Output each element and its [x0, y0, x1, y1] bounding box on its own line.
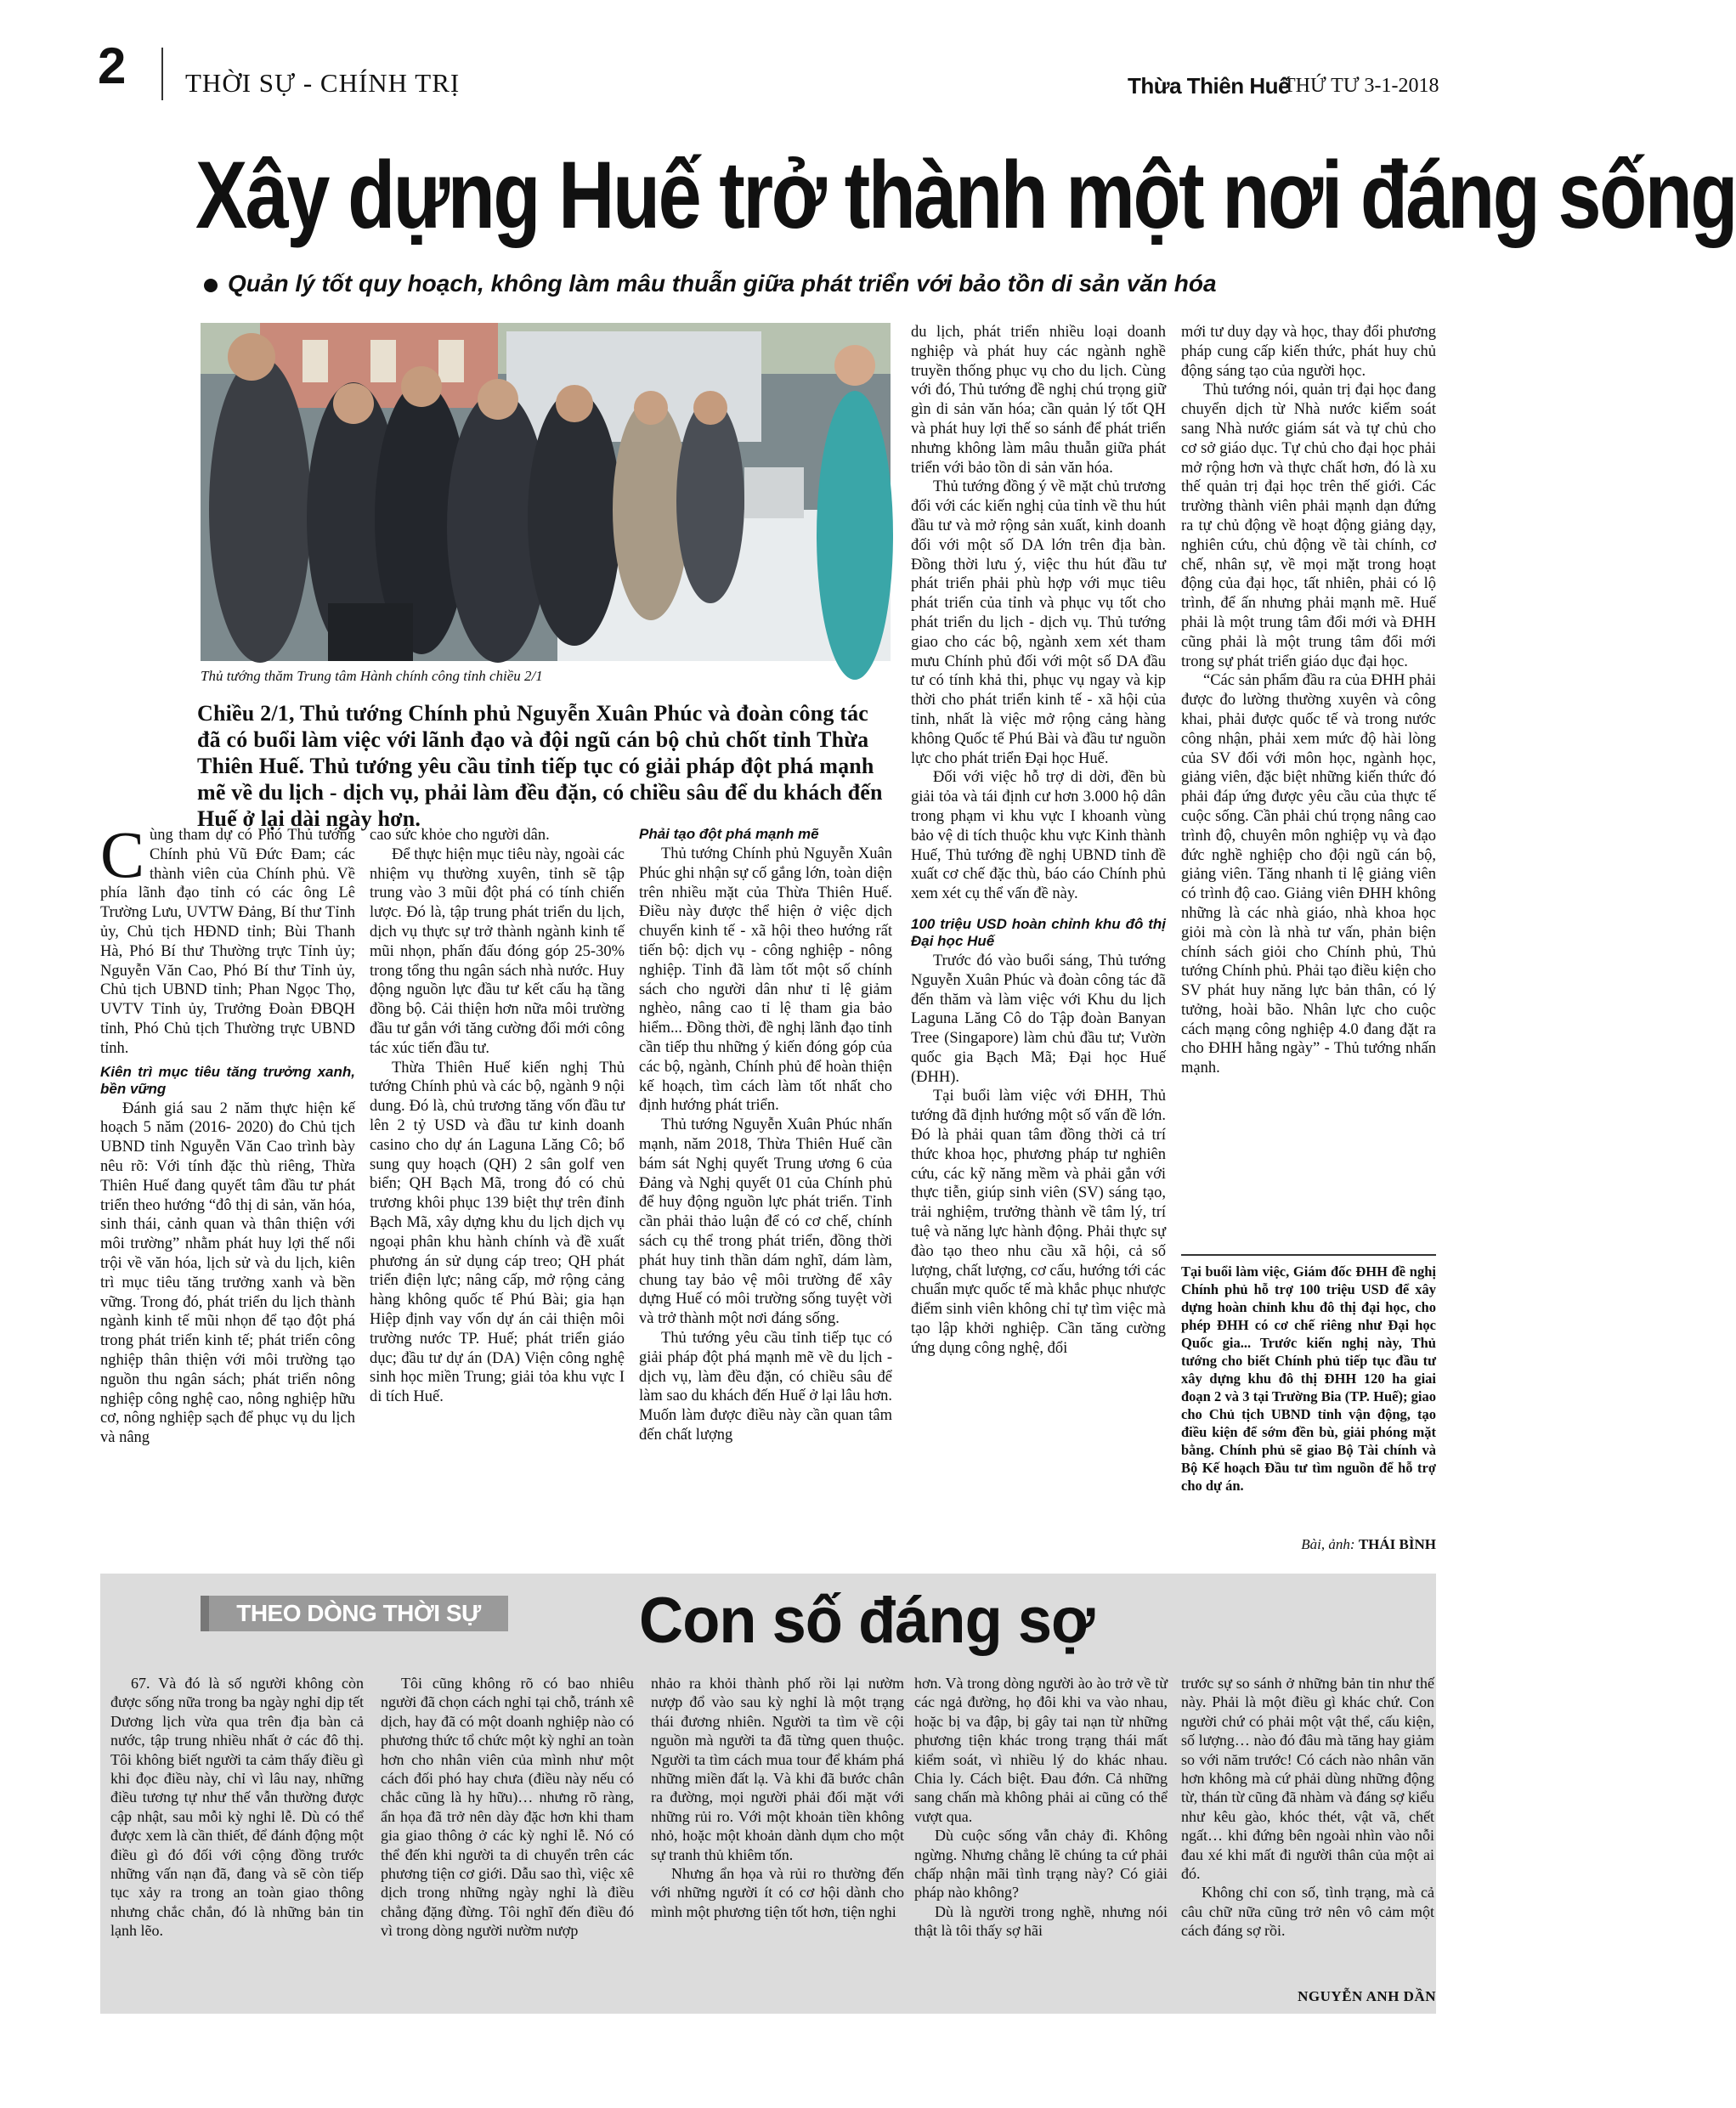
paragraph: du lịch, phát triển nhiều loại doanh nghiệp và phát huy các ngành nghề truyền thống phục vụ cho du lịch. Cùng với đó, Thủ tướng đề nghị chú trọng giữ gìn di sản văn hóa; cần quản lý tốt QH và phát huy lợi thế so sánh để phát triển nhưng không làm mâu thuẫn giữa phát triển với bảo tồn di sản văn hóa.: [911, 324, 1166, 477]
newspaper-name: Thừa Thiên Huế: [1128, 73, 1290, 99]
paragraph: Thủ tướng nói, quản trị đại học đang chuyển dịch từ Nhà nước kiểm soát sang Nhà nước giám sát và tự chủ cho cơ sở giáo dục. Tự chủ cho đại học phải mở rộng hơn và thực chất hơn, đó là xu thế quản trị đại học trên thế giới. Các trường thành viên phải mạnh dạn đứng ra tự chủ động về hoạt động giảng dạy, nghiên cứu, chủ động về tài chính, cơ chế, nhân sự, về mọi mặt trong hoạt động của đại học, tất nhiên, phải có lộ trình, để ấn nhưng phải mạnh mẽ. Huế phải là một trung tâm đổi mới và ĐHH cũng phải là một trung tâm đổi mới trong sự phát triển giáo dục đại học.: [1181, 381, 1436, 670]
subheading: 100 triệu USD hoàn chỉnh khu đô thị Đại học Huế: [911, 915, 1166, 949]
paragraph: trước sự so sánh ở những bản tin như thế này. Phải là một điều gì khác chứ. Con người chứ có phải một vật thể, cấu kiện, số lượng… nào đó đâu mà tăng hay giảm so với năm trước! Có cách nào nhân văn hơn không mà cứ phải dùng những động từ, thán từ cũng đã nhàm và đáng sợ kiểu như kêu gào, khóc thét, vật vã, chết ngất… khi đứng bên ngoài nhìn vào nỗi đau xé khi mất đi người thân của một ai đó.: [1181, 1675, 1434, 1883]
paragraph: 67. Và đó là số người không còn được sống nữa trong ba ngày nghỉ dịp tết Dương lịch vừa qua trên địa bàn cả nước, tập trung nhiều nhất ở các đô thị. Tôi không biết người ta cảm thấy điều gì khi đọc điều này, chỉ vì lâu nay, những điều tương tự như thế vẫn thường được cập nhật, sau mỗi kỳ nghỉ lễ. Dù có thể được xem là cần thiết, để đánh động một điều gì đó đối với cộng đồng trước những vấn nạn đã, đang và sẽ còn tiếp tục xảy ra trong an toàn giao thông nhưng chắc chắn, đó là những bản tin lạnh lẽo.: [110, 1675, 364, 1940]
paragraph: Tại buổi làm việc với ĐHH, Thủ tướng đã định hướng một số vấn đề lớn. Đó là phải quan tâm đồng thời cả trí thức khoa học, phương pháp tư nghiên cứu, các kỹ năng mềm và phải gắn với thực tiễn, giúp sinh viên (SV) sáng tạo, trải nghiệm, trưởng thành về tâm lý, trí tuệ và năng lực hành động. Phải thực sự đào tạo theo nhu cầu xã hội, cả số lượng, chất lượng, cơ cấu, hướng tới các chuẩn mực quốc tế mà khắc phục nhược điểm sinh viên không chỉ tự tìm việc mà tạo lập khởi nghiệp. Cần tăng cường ứng dụng công nghệ, đổi: [911, 1088, 1166, 1357]
article-column-5: [1181, 323, 1436, 1078]
commentary-column-5: [1181, 1674, 1434, 1941]
page-number: 2: [98, 37, 127, 94]
section-title: THỜI SỰ - CHÍNH TRỊ: [185, 68, 461, 98]
commentary-column-3: [651, 1674, 904, 1921]
subheading: Phải tạo đột phá mạnh mẽ: [639, 826, 819, 842]
article-column-1: [100, 817, 355, 1448]
bullet-dot-icon: [204, 279, 218, 292]
article-column-4: [911, 323, 1166, 1359]
paragraph: Đối với việc hỗ trợ di dời, đền bù giải tỏa và tái định cư hơn 3.000 hộ dân trong phạm vi khu vực I khoanh vùng bảo vệ di tích thuộc khu vực Kinh thành Huế, Thủ tướng đề nghị UBND tỉnh đề xuất cơ chế đặc thù, báo cáo Chính phủ xem xét cụ thể vấn đề này.: [911, 769, 1166, 903]
paragraph: “Các sản phẩm đầu ra của ĐHH phải được đo lường thường xuyên và công khai, phải được quốc tế và trong nước công nhận, phải xem mức độ hài lòng của SV đối với môn học, ngành học, giảng viên, đặc biệt những kiến thức đó phải đáp ứng được yêu cầu của thực tế cuộc sống. Cần phải chú trọng nâng cao trình độ, chuyên môn nghiệp vụ và đạo đức nghề nghiệp cho đội ngũ cán bộ, giảng viên. Tăng nhanh tỉ lệ giảng viên có trình độ cao. Giảng viên ĐHH không những là các nhà giáo, nhà khoa học giỏi mà còn là nhà tư vấn, phản biện chính sách giỏi cho Chính phủ, Thủ tướng Chính phủ. Phải tạo điều kiện cho SV phát huy năng lực bản thân, có lý tưởng, hoài bão. Nhân lực cho cuộc cách mạng công nghiệp 4.0 đang đặt ra cho ĐHH hằng ngày” - Thủ tướng nhấn mạnh.: [1181, 672, 1436, 1077]
commentary-headline: Con số đáng sợ: [639, 1585, 1094, 1657]
paragraph: Thừa Thiên Huế kiến nghị Thủ tướng Chính phủ và các bộ, ngành 9 nội dung. Đó là, chủ trương tăng vốn đầu tư lên 2 tỷ USD và đầu tư kinh doanh casino cho dự án Laguna Lăng Cô; bổ sung quy hoạch (QH) 2 sân golf ven biển; QH Bạch Mã, trong đó có chủ trương khôi phục 139 biệt thự trên đỉnh Bạch Mã, xây dựng khu du lịch dịch vụ ngoại phân khu hành chính và đề xuất phương án sử dụng cáp treo; QH phát triển điện lực; nâng cấp, mở rộng cảng hàng không quốc tế Phú Bài; gia hạn Hiệp định vay vốn dự án cải thiện môi trường nước TP. Huế; phát triển giáo dục; đầu tư dự án (DA) Viện công nghệ sinh học miền Trung; giải tỏa khu vực I di tích Huế.: [370, 1059, 625, 1406]
paragraph: Thủ tướng Chính phủ Nguyễn Xuân Phúc ghi nhận sự cố gắng lớn, toàn diện trên nhiều mặt của Thừa Thiên Huế. Điều này được thể hiện ở việc dịch chuyển kinh tế - xã hội theo hướng rất tiến bộ: dịch vụ - công nghiệp - nông nghiệp. Tỉnh đã làm tốt một số chính sách cho người dân như tỉ lệ giảm nghèo, nâng cao tỉ lệ tham gia bảo hiểm... Đồng thời, đề nghị lãnh đạo tỉnh cần tiếp thu những ý kiến đóng góp của các bộ, ngành, Chính phủ để hoàn thiện kế hoạch, tìm cách làm tốt nhất cho định hướng phát triển.: [639, 845, 892, 1115]
paragraph: Thủ tướng Nguyễn Xuân Phúc nhấn mạnh, năm 2018, Thừa Thiên Huế cần bám sát Nghị quyết Trung ương 6 của Đảng và Nghị quyết 01 của Chính phủ để huy động nguồn lực phát triển. Tỉnh cần phải thảo luận để có cơ chế, chính sách cụ thể trong phát triển, đồng thời phát huy tinh thần dám nghĩ, dám làm, chung tay bảo vệ môi trường để xây dựng Huế có môi trường sống tuyệt vời và trở thành một nơi đáng sống.: [639, 1116, 892, 1328]
subheadline-text: Quản lý tốt quy hoạch, không làm mâu thuẫn giữa phát triển với bảo tồn di sản văn hóa: [228, 270, 1217, 297]
highlight-note: Tại buổi làm việc, Giám đốc ĐHH đề nghị Chính phủ hỗ trợ 100 triệu USD để xây dựng hoàn chỉnh khu đô thị đại học, cho phép ĐHH có cơ chế riêng như Đại học Quốc gia... Trước kiến nghị này, Thủ tướng cho biết Chính phủ tiếp tục đầu tư xây dựng khu đô thị ĐHH 120 ha giai đoạn 2 và 3 tại Trường Bia (TP. Huế); giao cho Chủ tịch UBND tỉnh vận động, tạo điều kiện để sớm đền bù, giải phóng mặt bằng. Chính phủ sẽ giao Bộ Tài chính và Bộ Kế hoạch Đầu tư tìm nguồn để hỗ trợ cho dự án.: [1181, 1254, 1436, 1495]
article-credit: [1181, 1536, 1436, 1553]
article-column-2: [370, 826, 625, 1407]
article-lead: Chiều 2/1, Thủ tướng Chính phủ Nguyễn Xuân Phúc và đoàn công tác đã có buổi làm việc với lãnh đạo và đội ngũ cán bộ chủ chốt tỉnh Thừa Thiên Huế. Thủ tướng yêu cầu tỉnh tiếp tục có giải pháp đột phá mạnh mẽ về du lịch - dịch vụ, phải làm đều đặn, có chiều sâu để du khách đến Huế ở lại dài ngày hơn.: [197, 701, 883, 831]
paragraph: Tôi cũng không rõ có bao nhiêu người đã chọn cách nghỉ tại chỗ, tránh xê dịch, hay đã có một doanh nghiệp nào có phương thức tổ chức một kỳ nghỉ an toàn hơn cho nhân viên của mình như một cách đối phó hay chưa (điều này nếu có chắc cũng là hy hữu)… nhưng rõ ràng, ẩn họa đã trở nên dày đặc hơn khi tham gia giao thông ở các kỳ nghỉ lễ. Nó có thể đến khi người ta di chuyển trên các phương tiện cơ giới. Dẫu sao thì, việc xê dịch trong những ngày nghỉ là điều chẳng đặng đừng. Tôi nghĩ đến điều đó vì trong dòng người nườm nượp: [381, 1675, 634, 1940]
article-photo: [201, 323, 891, 661]
article-column-3: [639, 826, 892, 1445]
paragraph: Dù cuộc sống vẫn chảy đi. Không ngừng. Nhưng chẳng lẽ chúng ta cứ phải chấp nhận mãi tình trạng này? Có giải pháp nào không?: [914, 1827, 1168, 1902]
paragraph: Dù là người trong nghề, nhưng nói thật là tôi thấy sợ hãi: [914, 1902, 1168, 1940]
paragraph: Để thực hiện mục tiêu này, ngoài các nhiệm vụ thường xuyên, tỉnh sẽ tập trung vào 3 mũi đột phá có tính chiến lược. Đó là, tập trung phát triển du lịch, dịch vụ thực sự trở thành ngành kinh tế mũi nhọn, phấn đấu đóng góp 25-30% trong tổng thu ngân sách nhà nước. Huy động nguồn lực đầu tư kết cấu hạ tầng đồng bộ. Cải thiện hơn nữa môi trường đầu tư gắn với tăng cường đổi mới công tác xúc tiến đầu tư.: [370, 845, 625, 1057]
paragraph: hơn. Và trong dòng người ào ào trở về từ các ngả đường, họ đôi khi va vào nhau, hoặc bị va đập, bị gây tai nạn từ những phương tiện khác trong trạng thái mất kiểm soát, vì nhiều lý do khác nhau. Chia ly. Cách biệt. Đau đớn. Cả những sang chấn mà không phải ai cũng có thể vượt qua.: [914, 1675, 1168, 1825]
paragraph: Thủ tướng đồng ý về mặt chủ trương đối với các kiến nghị của tỉnh về thu hút đầu tư và mở rộng sản xuất, kinh doanh đối với một số DA lớn trên địa bàn. Đồng thời lưu ý, việc thu hút đầu tư phát triển phải phù hợp với mục tiêu phát triển của tỉnh và phục vụ tốt cho phát triển du lịch - dịch vụ. Thủ tướng giao cho các bộ, ngành xem xét tham mưu Chính phủ đối với một số DA đầu tư có tính khả thi, phục vụ ngay và kịp thời cho phát triển kinh tế - xã hội của tỉnh, nhất là việc mở rộng cảng hàng không Quốc tế Phú Bài và đầu tư nguồn lực cho phát triển Đại học Huế.: [911, 478, 1166, 767]
article-headline: Xây dựng Huế trở thành một nơi đáng sống: [195, 142, 1736, 248]
paragraph-text: ùng tham dự có Phó Thủ tướng Chính phủ Vũ Đức Đam; các thành viên của Chính phủ. Về phía lãnh đạo tỉnh có các ông Lê Trường Lưu, UVTW Đảng, Bí thư Tỉnh ủy, Chủ tịch HĐND tỉnh; Bùi Thanh Hà, Phó Bí thư Thường trực Tỉnh ủy; Nguyễn Văn Cao, Phó Bí thư Tỉnh ủy, Chủ tịch UBND tỉnh; Phan Ngọc Thọ, UVTV Tỉnh ủy, Trưởng Đoàn ĐBQH tỉnh, Phó Chủ tịch Thường trực UBND tỉnh.: [100, 827, 355, 1057]
commentary-column-1: [110, 1674, 364, 1941]
paragraph: Thủ tướng yêu cầu tỉnh tiếp tục có giải pháp đột phá mạnh mẽ về du lịch - dịch vụ, làm đều đặn, có chiều sâu để làm sao du khách đến Huế ở lại lâu hơn. Muốn làm được điều này cần quan tâm đến chất lượng: [639, 1329, 893, 1444]
commentary-column-2: [381, 1674, 634, 1941]
drop-cap: C: [100, 817, 145, 891]
paragraph: Nhưng ẩn họa và rủi ro thường đến với những người ít có cơ hội dành cho mình một phương tiện tốt hơn, tiện nghi: [651, 1865, 904, 1920]
header-divider: [161, 48, 163, 100]
paragraph: Không chỉ con số, tình trạng, mà cả câu chữ nữa cũng trở nên vô cảm một cách đáng sợ rồi.: [1181, 1884, 1434, 1940]
paragraph: mới tư duy dạy và học, thay đổi phương pháp cung cấp kiến thức, phát huy chủ động sáng tạo của người học.: [1181, 324, 1436, 380]
paragraph: Trước đó vào buổi sáng, Thủ tướng Nguyễn Xuân Phúc và đoàn công tác đã đến thăm và làm việc với Khu du lịch Laguna Lăng Cô do Tập đoàn Banyan Tree (Singapore) làm chủ đầu tư; Vườn quốc gia Bạch Mã; Đại học Huế (ĐHH).: [911, 952, 1166, 1086]
article-subheadline: [204, 270, 1217, 297]
subheading: Kiên trì mục tiêu tăng trưởng xanh, bền vững: [100, 1063, 355, 1097]
commentary-author: NGUYỄN ANH DẦN: [1298, 1988, 1436, 2004]
commentary-column-4: [914, 1674, 1168, 1941]
photo-caption: Thủ tướng thăm Trung tâm Hành chính công tỉnh chiều 2/1: [201, 668, 543, 684]
paragraph: cao sức khỏe cho người dân.: [370, 827, 550, 844]
credit-label: Bài, ảnh:: [1301, 1536, 1355, 1552]
issue-date: THỨ TƯ 3-1-2018: [1283, 75, 1439, 97]
paragraph: nhảo ra khỏi thành phố rồi lại nườm nượp đổ vào sau kỳ nghỉ là một trạng thái đương nhiên. Người ta tìm về cội nguồn mà người ta đã từng quen thuộc. Người ta tìm cách mua tour để khám phá những miền đất lạ. Và khi đã bước chân ra đường, mọi người phải đối mặt với những rủi ro. Với một khoản tiền không nhỏ, hoặc một khoản dành dụm cho một sự tranh thủ khiêm tốn.: [651, 1675, 904, 1863]
credit-author: THÁI BÌNH: [1358, 1536, 1436, 1552]
paragraph: [100, 817, 355, 1059]
paragraph: Đánh giá sau 2 năm thực hiện kế hoạch 5 năm (2016- 2020) đo Chủ tịch UBND tỉnh Nguyễn Văn Cao trình bày nêu rõ: Với tính đặc thù riêng, Thừa Thiên Huế đang quyết tâm đầu tư phát triển theo hướng “đô thị di sản, văn hóa, sinh thái, cảnh quan và thân thiện với môi trường” nhằm phát huy lợi thế nổi trội về văn hóa, lịch sử và du lịch, kiên trì mục tiêu tăng trưởng xanh và bền vững. Trong đó, phát triển du lịch thành ngành kinh tế mũi nhọn để tạo đột phá trong phát triển kinh tế; phát triển công nghiệp thân thiện với môi trường tạo nguồn thu ngân sách; phát triển nông nghiệp công nghệ cao, nông nghiệp hữu cơ, nông nghiệp sạch để phục vụ du lịch và nâng: [100, 1099, 355, 1447]
commentary-tab: [201, 1596, 508, 1631]
commentary-tab-label: THEO DÒNG THỜI SỰ: [236, 1600, 481, 1626]
